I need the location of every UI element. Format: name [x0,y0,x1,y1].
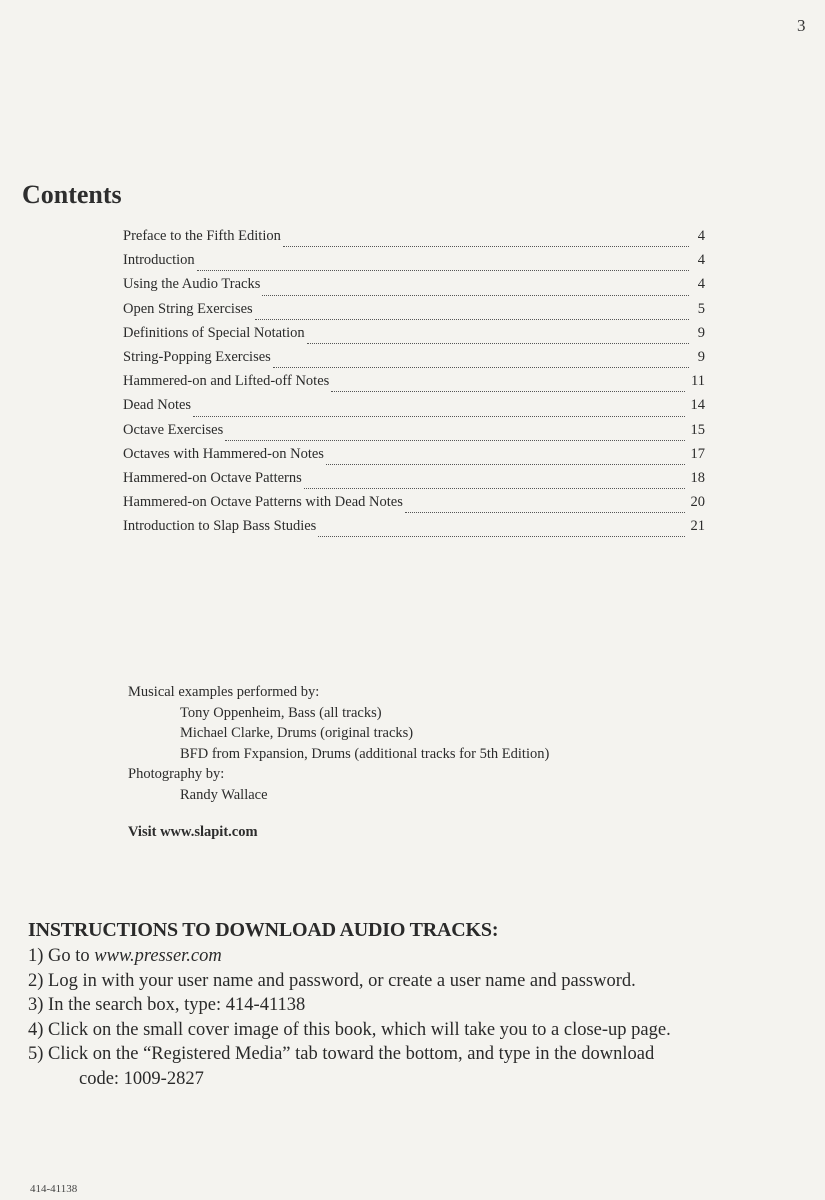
toc-entry [123,397,705,421]
toc-entry-label: Hammered-on Octave Patterns with Dead Notes [123,494,403,511]
download-instructions [28,919,808,1094]
instruction-step-3: 3) In the search box, type: 414-41138 [28,995,306,1016]
step-1-text: 1) Go to [28,946,95,966]
toc-dot-leader [283,245,689,247]
credits [128,684,549,807]
toc-entry-label: Dead Notes [123,397,192,414]
toc-dot-leader [331,390,685,392]
toc-entry [123,494,705,518]
toc-dot-leader [318,535,684,537]
toc-dot-leader [326,463,685,465]
toc-entry-page: 20 [690,494,705,511]
toc-entry-page: 9 [697,348,705,365]
performed-by-heading: Musical examples performed by: [128,684,320,700]
photography-heading: Photography by: [128,766,225,782]
toc-entry-label: Definitions of Special Notation [123,324,305,341]
toc-entry-page: 4 [697,228,705,244]
toc-entry-page: 5 [697,300,705,317]
toc-dot-leader [225,439,684,441]
toc-entry-label: Using the Audio Tracks [123,276,261,293]
toc-entry [123,518,705,542]
instruction-step-2: 2) Log in with your user name and password, or create a user name and password. [28,970,636,991]
toc-entry-label: Octaves with Hammered-on Notes [123,445,324,462]
toc-entry [123,252,705,276]
toc-dot-leader [304,487,685,489]
toc-entry-label: Octave Exercises [123,421,224,438]
toc-entry-label: Hammered-on and Lifted-off Notes [123,373,330,390]
contents-title: Contents [22,180,122,209]
toc-dot-leader [405,511,685,513]
instruction-step-1 [28,946,808,971]
toc-entry-label: Open String Exercises [123,300,253,317]
catalog-number: 414-41138 [30,1183,78,1195]
performer-credit: BFD from Fxpansion, Drums (additional tracks for 5th Edition) [180,745,550,762]
toc-entry [123,276,705,300]
toc-entry [123,349,705,373]
toc-entry [123,446,705,470]
toc-entry [123,470,705,494]
toc-entry [123,228,705,252]
presser-url: www.presser.com [94,946,222,966]
performer-credit: Tony Oppenheim, Bass (all tracks) [180,704,382,721]
toc-entry-page: 9 [697,324,705,341]
toc-dot-leader [262,294,689,296]
toc-dot-leader [197,269,689,271]
toc-entry [123,422,705,446]
instructions-heading: INSTRUCTIONS TO DOWNLOAD AUDIO TRACKS: [28,919,499,941]
toc-entry-label: Introduction to Slap Bass Studies [123,518,317,535]
toc-dot-leader [255,318,689,320]
toc-dot-leader [307,342,689,344]
toc-entry-label: Hammered-on Octave Patterns [123,469,302,486]
website-note: Visit www.slapit.com [128,824,258,840]
performer-credit: Michael Clarke, Drums (original tracks) [180,725,414,741]
toc-entry-label: Introduction [123,252,195,269]
instruction-step-5-continued: code: 1009-2827 [79,1068,204,1089]
toc-entry-page: 15 [690,421,705,438]
toc-dot-leader [193,415,684,417]
table-of-contents [123,228,705,542]
toc-entry-label: Preface to the Fifth Edition [123,228,281,244]
toc-dot-leader [273,366,689,368]
toc-entry [123,373,705,397]
toc-entry [123,325,705,349]
toc-entry-page: 4 [697,252,705,269]
toc-entry-page: 18 [690,469,705,486]
toc-entry-label: String-Popping Exercises [123,348,271,365]
page-number: 3 [797,16,806,35]
instruction-step-5: 5) Click on the “Registered Media” tab toward the bottom, and type in the download [28,1044,655,1065]
photographer-credit: Randy Wallace [180,786,268,803]
toc-entry-page: 11 [691,373,705,390]
toc-entry-page: 14 [690,397,705,414]
toc-entry-page: 4 [697,276,705,293]
instruction-step-4: 4) Click on the small cover image of this book, which will take you to a close-up page. [28,1019,671,1040]
toc-entry [123,301,705,325]
toc-entry-page: 17 [690,445,705,462]
toc-entry-page: 21 [690,518,705,535]
